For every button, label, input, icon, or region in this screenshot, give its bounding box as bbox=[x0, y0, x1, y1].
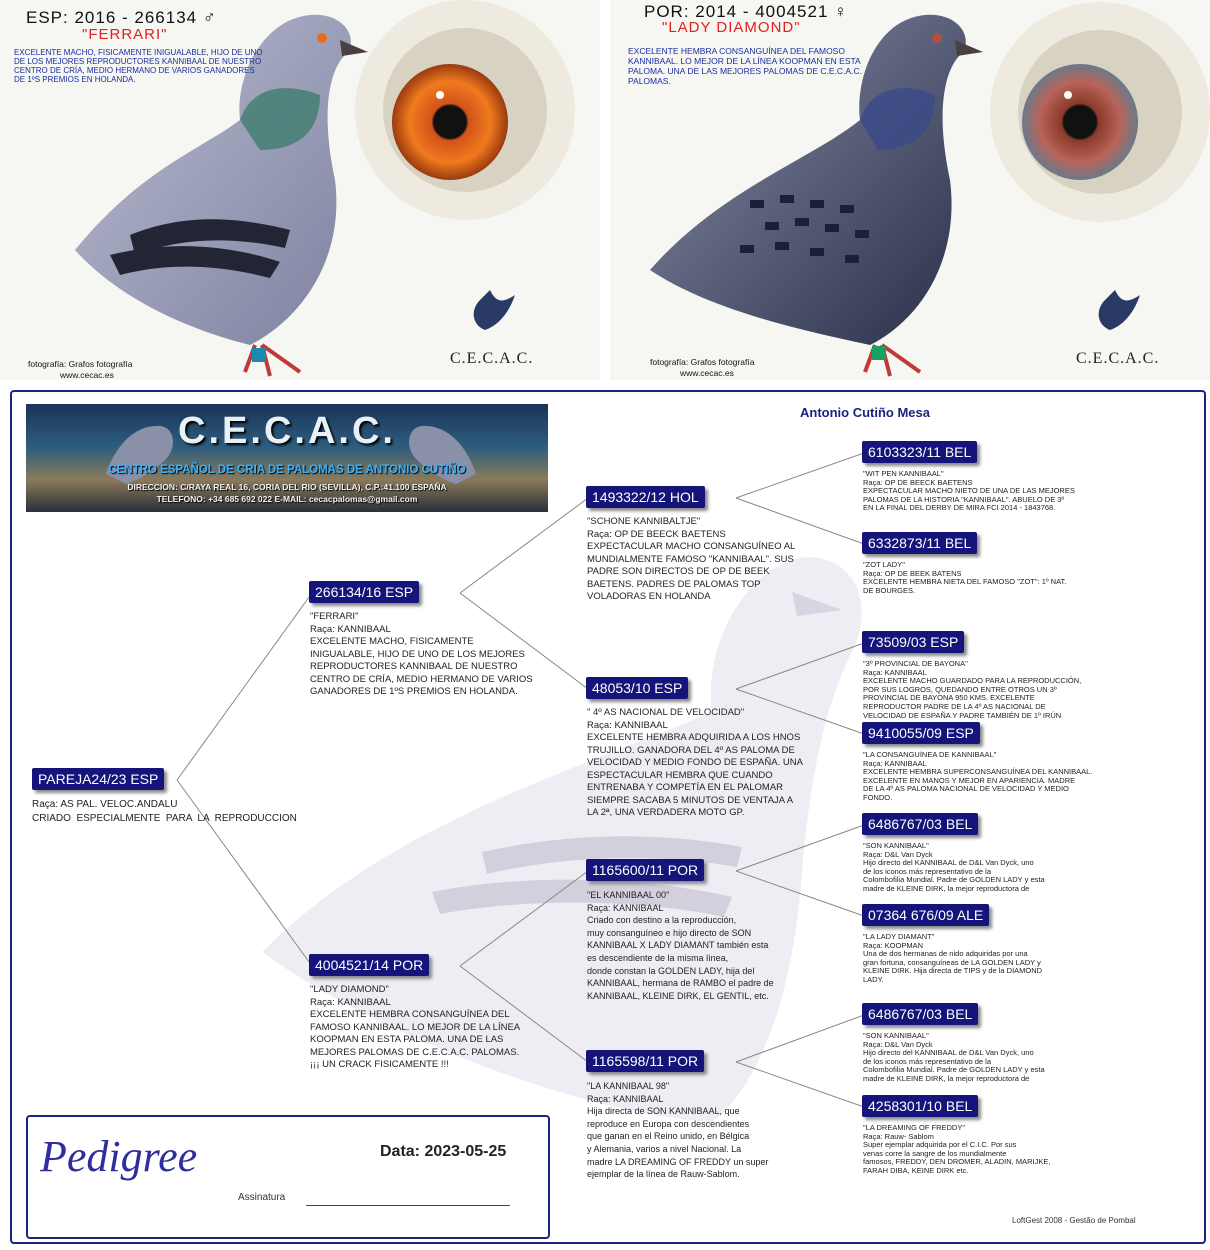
bird-description: EXCELENTE MACHO, FISICAMENTE INIGUALABLE, HIJO DE UNO DE LOS MEJORES REPRODUCTORES KANNIBAAL DE NUESTRO CENTRO DE CRÍA, MEDIO HERMANO DE VARIOS GANADORES DE 1ºS PREMIOS EN HOLANDA. bbox=[14, 48, 263, 84]
great-grandparent-8-description: "LA DREAMING OF FREDDY" Raça: Rauw- Sablom Super ejemplar adquirida por el C.I.C. Por sus venas corre la sangre de los mundialmente famosos, FREDDY, DEN DROMER, ALADIN, MARIJKE, FARAH DIBA, KEINE DIRK etc. bbox=[863, 1124, 1051, 1175]
pedigree-date: Data: 2023-05-25 bbox=[380, 1143, 507, 1160]
cecac-logo-text: C.E.C.A.C. bbox=[1076, 350, 1160, 367]
grandsire-maternal-description: "EL KANNIBAAL 00" Raça: KANNIBAAL Criado con destino a la reproducción, muy consanguíneo e hijo directo de SON KANNIBAAL X LADY DIAMANT también esta es descendiente de la misma línea, donde constan la GOLDEN LADY, hija del KANNIBAAL, hermana de RAMBO el padre de KANNIBAAL, KLEINE DIRK, EL GENTIL, etc. bbox=[587, 890, 774, 1001]
banner-address: DIRECCION: C/RAYA REAL 16, CORIA DEL RIO (SEVILLA), C.P.:41.100 ESPAÑA bbox=[127, 482, 447, 492]
bird-description: EXCELENTE HEMBRA CONSANGUÍNEA DEL FAMOSO KANNIBAAL. LO MEJOR DE LA LÍNEA KOOPMAN EN ESTA PALOMA. UNA DE LAS MEJORES PALOMAS DE C.E.C.A.C. PALOMAS. bbox=[628, 46, 862, 86]
great-grandparent-3-ring-box[interactable]: 73509/03 ESP bbox=[862, 631, 964, 653]
grandsire-paternal-ring-box[interactable]: 1493322/12 HOL bbox=[586, 486, 705, 508]
pedigree-title: Pedigree bbox=[40, 1132, 198, 1181]
pigeon-eye bbox=[932, 33, 942, 43]
great-grandparent-7-ring-box[interactable]: 6486767/03 BEL bbox=[862, 1003, 978, 1025]
great-grandparent-1-ring-box[interactable]: 6103323/11 BEL bbox=[862, 441, 977, 463]
dam-description: "LADY DIAMOND" Raça: KANNIBAAL EXCELENTE HEMBRA CONSANGUÍNEA DEL FAMOSO KANNIBAAL. LO MEJOR DE LA LÍNEA KOOPMAN EN ESTA PALOMA. UNA DE LAS MEJORES PALOMAS DE C.E.C.A.C. PALOMAS. ¡¡¡ UN CRACK FISICAMENTE !!! bbox=[310, 984, 521, 1070]
great-grandparent-3-description: "3º PROVINCIAL DE BAYONA" Raça: KANNIBAAL EXCELENTE MACHO GUARDADO PARA LA REPRODUCCIÓN, POR SUS LOGROS, QUEDANDO ENTRE OTROS UN 3º PROVINCIAL DE BAYONA 950 KMS. EXCELENTE REPRODUCTOR PADRE DE LA 4º AS NACIONAL DE VELOCIDAD DE ESPAÑA Y PADRE TAMBIÉN DE 1º IRÚN bbox=[863, 660, 1082, 720]
granddam-paternal-description: " 4º AS NACIONAL DE VELOCIDAD" Raça: KANNIBAAL EXCELENTE HEMBRA ADQUIRIDA A LOS HNOS TRUJILLO. GANADORA DEL 4º AS PALOMA DE VELOCIDAD Y MEDIO FONDO DE ESPAÑA. UNA ESPECTACULAR HEMBRA QUE CUANDO ENTRENABA Y COMPETÍA EN EL PALOMAR SIEMPRE SACABA 5 MINUTOS DE VENTAJA A LA 2ª, UNA VERDADERA MOTO GP. bbox=[587, 707, 803, 818]
great-grandparent-2-description: "ZOT LADY" Raça: OP DE BEEK BATENS EXCELENTE HEMBRA NIETA DEL FAMOSO "ZOT": 1º NAT. DE BOURGES. bbox=[863, 561, 1067, 595]
great-grandparent-6-description: "LA LADY DIAMANT" Raça: KOOPMAN Una de dos hermanas de nido adquiridas por una gran fortuna, consanguíneas de LA GOLDEN LADY y KLEINE DIRK. Hija directa de TIPS y de la DIAMOND LADY. bbox=[863, 933, 1043, 984]
ring-title: ESP: 2016 - 266134 ♂ bbox=[26, 8, 217, 27]
great-grandparent-5-description: "SON KANNIBAAL" Raça: D&L Van Dyck Hijo directo del KANNIBAAL de D&L Van Dyck, uno de los iconos más representativo de la Colombofilia Mundial. Padre de GOLDEN LADY y esta madre de KLEINE DIRK, la mejor reproductora de bbox=[863, 842, 1045, 893]
grandsire-paternal-description: "SCHONE KANNIBALTJE" Raça: OP DE BEECK BAETENS EXPECTACULAR MACHO CONSANGUÍNEO AL MUNDIALMENTE FAMOSO "KANNIBAAL". SUS PADRE SON DIRECTOS DE OP DE BEEK BAETENS. PADRES DE PALOMAS TOP VOLADORAS EN HOLANDA bbox=[587, 516, 796, 602]
subject-description: Raça: AS PAL. VELOC.ANDALU CRIADO ESPECIALMENTE PARA LA REPRODUCCION bbox=[32, 799, 297, 824]
photo-panel-ferrari bbox=[0, 0, 600, 380]
dove-logo-icon bbox=[474, 290, 515, 330]
great-grandparent-4-description: "LA CONSANGUÍNEA DE KANNIBAAL" Raça: KANNIBAAL EXCELENTE HEMBRA SUPERCONSANGUÍNEA DEL KANNIBAAL. EXCELENTE EN MANOS Y MEJOR EN APARIENCIA. MADRE DE LA 4º AS PALOMA NACIONAL DE VELOCIDAD Y MEDIO FONDO. bbox=[863, 751, 1093, 802]
beak bbox=[340, 40, 368, 56]
photo-credit: fotografía: Grafos fotografía bbox=[28, 359, 133, 369]
dove-logo-icon bbox=[1099, 290, 1140, 330]
photo-url: www.cecac.es bbox=[60, 370, 114, 380]
subject-ring-box[interactable]: PAREJA24/23 ESP bbox=[32, 768, 164, 790]
banner-title: C.E.C.A.C. bbox=[178, 410, 396, 452]
great-grandparent-2-ring-box[interactable]: 6332873/11 BEL bbox=[862, 532, 977, 554]
grandsire-maternal-ring-box[interactable]: 1165600/11 POR bbox=[586, 859, 704, 881]
software-footer: LoftGest 2008 - Gestão de Pombal bbox=[1012, 1216, 1136, 1225]
pedigree-signature-box bbox=[26, 1115, 550, 1239]
cecac-banner bbox=[26, 404, 548, 512]
great-grandparent-8-ring-box[interactable]: 4258301/10 BEL bbox=[862, 1095, 978, 1117]
sire-description: "FERRARI" Raça: KANNIBAAL EXCELENTE MACHO, FISICAMENTE INIGUALABLE, HIJO DE UNO DE LOS MEJORES REPRODUCTORES KANNIBAAL DE NUESTRO CENTRO DE CRÍA, MEDIO HERMANO DE VARIOS GANADORES DE 1ºS PREMIOS EN HOLANDA. bbox=[310, 611, 533, 697]
great-grandparent-1-description: "WIT PEN KANNIBAAL" Raça: OP DE BEECK BAETENS EXPECTACULAR MACHO NIETO DE UNA DE LAS MEJORES PALOMAS DE LA HISTORIA "KANNIBAAL". ABUELO DE 3º EN LA FINAL DEL DERBY DE MIRA FCI 2014 - 1843768. bbox=[863, 470, 1075, 513]
banner-contact: TELEFONO: +34 685 692 022 E-MAIL: cecacpalomas@gmail.com bbox=[156, 494, 418, 504]
granddam-maternal-ring-box[interactable]: 1165598/11 POR bbox=[586, 1050, 704, 1072]
cecac-logo-text: C.E.C.A.C. bbox=[450, 350, 534, 367]
pigeon-eye bbox=[317, 33, 327, 43]
beak bbox=[955, 40, 983, 56]
granddam-paternal-ring-box[interactable]: 48053/10 ESP bbox=[586, 677, 688, 699]
signature-line[interactable] bbox=[306, 1205, 510, 1206]
dam-ring-box[interactable]: 4004521/14 POR bbox=[309, 954, 429, 976]
great-grandparent-7-description: "SON KANNIBAAL" Raça: D&L Van Dyck Hijo directo del KANNIBAAL de D&L Van Dyck, uno de los iconos más representativo de la Colombofilia Mundial. Padre de GOLDEN LADY y esta madre de KLEINE DIRK, la mejor reproductora de bbox=[863, 1032, 1045, 1083]
banner-subtitle: CENTRO ESPAÑOL DE CRIA DE PALOMAS DE ANTONIO CUTIÑO bbox=[108, 464, 466, 476]
leg-ring bbox=[252, 348, 266, 362]
granddam-maternal-description: "LA KANNIBAAL 98" Raça: KANNIBAAL Hija directa de SON KANNIBAAL, que reproduce en Europa con descendientes que ganan en el Reino unido, en Bélgica y Alemania, varios a nivel Nacional. La madre LA DREAMING OF FREDDY un super ejemplar de la línea de Rauw-Sablom. bbox=[587, 1081, 769, 1180]
owner-name: Antonio Cutiño Mesa bbox=[800, 405, 930, 420]
great-grandparent-6-ring-box[interactable]: 07364 676/09 ALE bbox=[862, 904, 989, 926]
ring-title: POR: 2014 - 4004521 ♀ bbox=[644, 2, 848, 21]
photo-url: www.cecac.es bbox=[680, 368, 734, 378]
signature-label: Assinatura bbox=[238, 1192, 286, 1203]
great-grandparent-5-ring-box[interactable]: 6486767/03 BEL bbox=[862, 813, 978, 835]
pedigree-sheet bbox=[10, 390, 1206, 1244]
leg-ring bbox=[872, 346, 886, 360]
photo-credit: fotografía: Grafos fotografía bbox=[650, 357, 755, 367]
sire-ring-box[interactable]: 266134/16 ESP bbox=[309, 581, 419, 603]
bird-name: "FERRARI" bbox=[82, 26, 168, 43]
bird-name: "LADY DIAMOND" bbox=[662, 19, 801, 36]
great-grandparent-4-ring-box[interactable]: 9410055/09 ESP bbox=[862, 722, 980, 744]
photo-panel-lady-diamond bbox=[610, 0, 1210, 380]
